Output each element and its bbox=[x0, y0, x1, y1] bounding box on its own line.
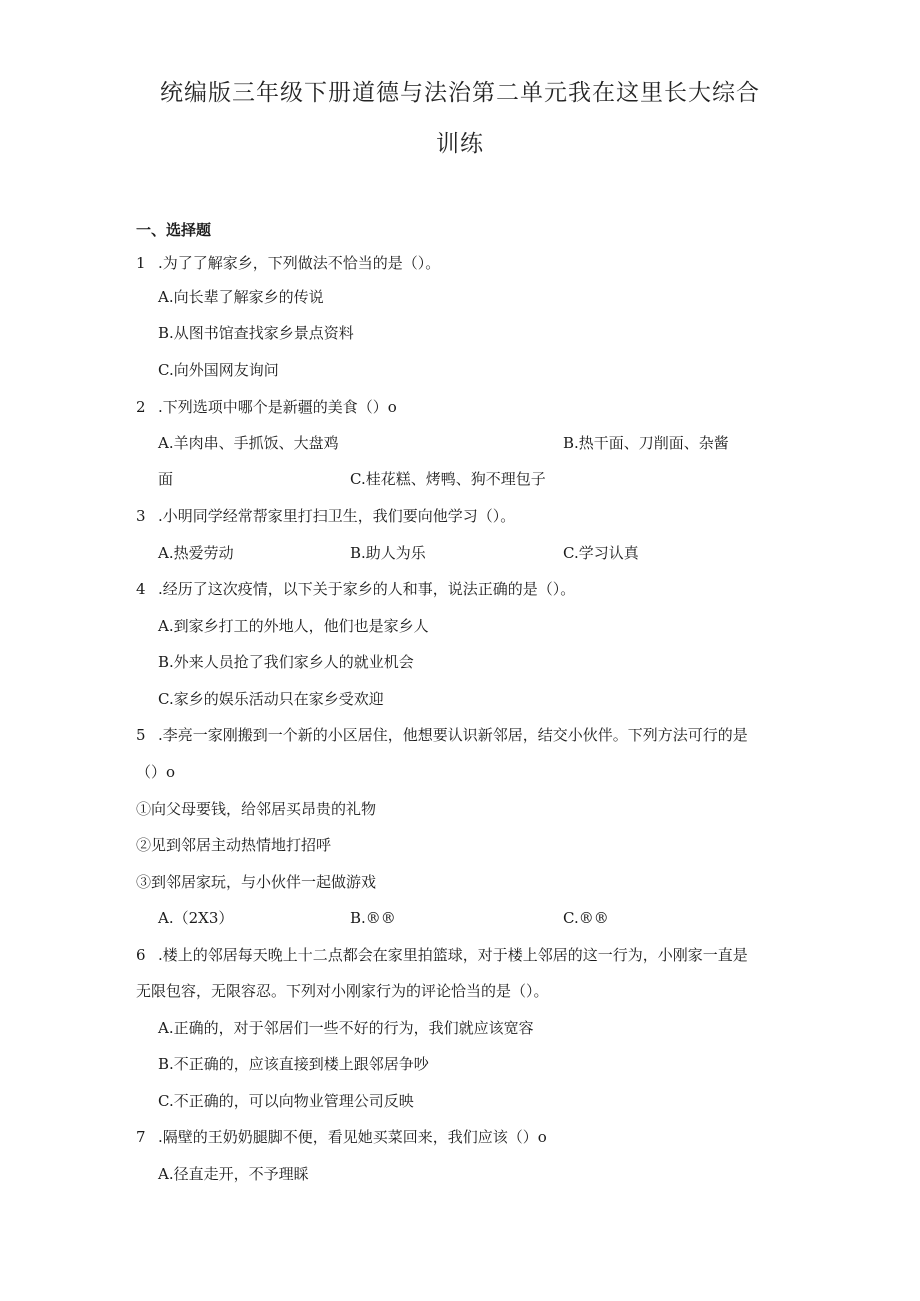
q2-option-b: B.热干面、刀削面、杂酱 bbox=[563, 434, 729, 452]
q2-option-c: C.桂花糕、烤鸭、狗不理包子 bbox=[350, 470, 546, 488]
question-text: .经历了这次疫情，以下关于家乡的人和事，说法正确的是（）。 bbox=[158, 580, 576, 598]
question-5-continued: （）o bbox=[136, 763, 176, 781]
question-number: 3 bbox=[136, 507, 146, 525]
question-number: 6 bbox=[136, 946, 146, 964]
question-1 bbox=[136, 253, 440, 273]
question-text: .下列选项中哪个是新疆的美食（）o bbox=[158, 398, 397, 416]
question-7 bbox=[136, 1127, 547, 1147]
q5-statement-2: ②见到邻居主动热情地打招呼 bbox=[136, 836, 332, 854]
question-text: .李亮一家刚搬到一个新的小区居住，他想要认识新邻居，结交小伙伴。下列方法可行的是 bbox=[158, 726, 748, 744]
question-6-continued: 无限包容，无限容忍。下列对小刚家行为的评论恰当的是（）。 bbox=[136, 982, 549, 1000]
section-heading: 一、选择题 bbox=[136, 221, 212, 239]
question-2 bbox=[136, 397, 397, 417]
question-text: .为了了解家乡，下列做法不恰当的是（）。 bbox=[158, 254, 441, 272]
q6-option-b: B.不正确的，应该直接到楼上跟邻居争吵 bbox=[158, 1055, 429, 1073]
q6-option-a: A.正确的，对于邻居们一些不好的行为，我们就应该宽容 bbox=[158, 1019, 534, 1037]
question-3 bbox=[136, 506, 515, 526]
q5-option-b: B.®® bbox=[350, 909, 396, 927]
question-5 bbox=[136, 725, 748, 745]
q4-option-a: A.到家乡打工的外地人，他们也是家乡人 bbox=[158, 617, 429, 635]
q1-option-a: A.向长辈了解家乡的传说 bbox=[158, 288, 324, 306]
q5-option-a: A.（2X3） bbox=[158, 909, 234, 927]
question-number: 4 bbox=[136, 580, 146, 598]
q5-statement-3: ③到邻居家玩，与小伙伴一起做游戏 bbox=[136, 873, 377, 891]
document-title-line-2: 训练 bbox=[436, 131, 484, 157]
question-number: 1 bbox=[136, 254, 146, 272]
question-number: 2 bbox=[136, 398, 146, 416]
q5-statement-1: ①向父母要钱，给邻居买昂贵的礼物 bbox=[136, 800, 377, 818]
q3-option-c: C.学习认真 bbox=[563, 544, 639, 562]
question-text: .小明同学经常帮家里打扫卫生，我们要向他学习（）。 bbox=[158, 507, 516, 525]
document-title-line-1: 统编版三年级下册道德与法治第二单元我在这里长大综合 bbox=[160, 80, 760, 106]
q6-option-c: C.不正确的，可以向物业管理公司反映 bbox=[158, 1092, 414, 1110]
question-number: 5 bbox=[136, 726, 146, 744]
q2-option-a: A.羊肉串、手抓饭、大盘鸡 bbox=[158, 434, 339, 452]
q7-option-a: A.径直走开，不予理睬 bbox=[158, 1165, 309, 1183]
question-4 bbox=[136, 579, 575, 599]
question-text: .楼上的邻居每天晚上十二点都会在家里拍篮球，对于楼上邻居的这一行为，小刚家一直是 bbox=[158, 946, 748, 964]
q3-option-a: A.热爱劳动 bbox=[158, 544, 234, 562]
q5-option-c: C.®® bbox=[563, 909, 609, 927]
q2-option-b-continued: 面 bbox=[158, 470, 174, 488]
q4-option-c: C.家乡的娱乐活动只在家乡受欢迎 bbox=[158, 690, 384, 708]
question-text: .隔壁的王奶奶腿脚不便，看见她买菜回来，我们应该（）o bbox=[158, 1128, 547, 1146]
q3-option-b: B.助人为乐 bbox=[350, 544, 426, 562]
q4-option-b: B.外来人员抢了我们家乡人的就业机会 bbox=[158, 653, 414, 671]
question-number: 7 bbox=[136, 1128, 146, 1146]
q1-option-b: B.从图书馆查找家乡景点资料 bbox=[158, 324, 354, 342]
question-6 bbox=[136, 945, 748, 965]
q1-option-c: C.向外国网友询问 bbox=[158, 361, 279, 379]
